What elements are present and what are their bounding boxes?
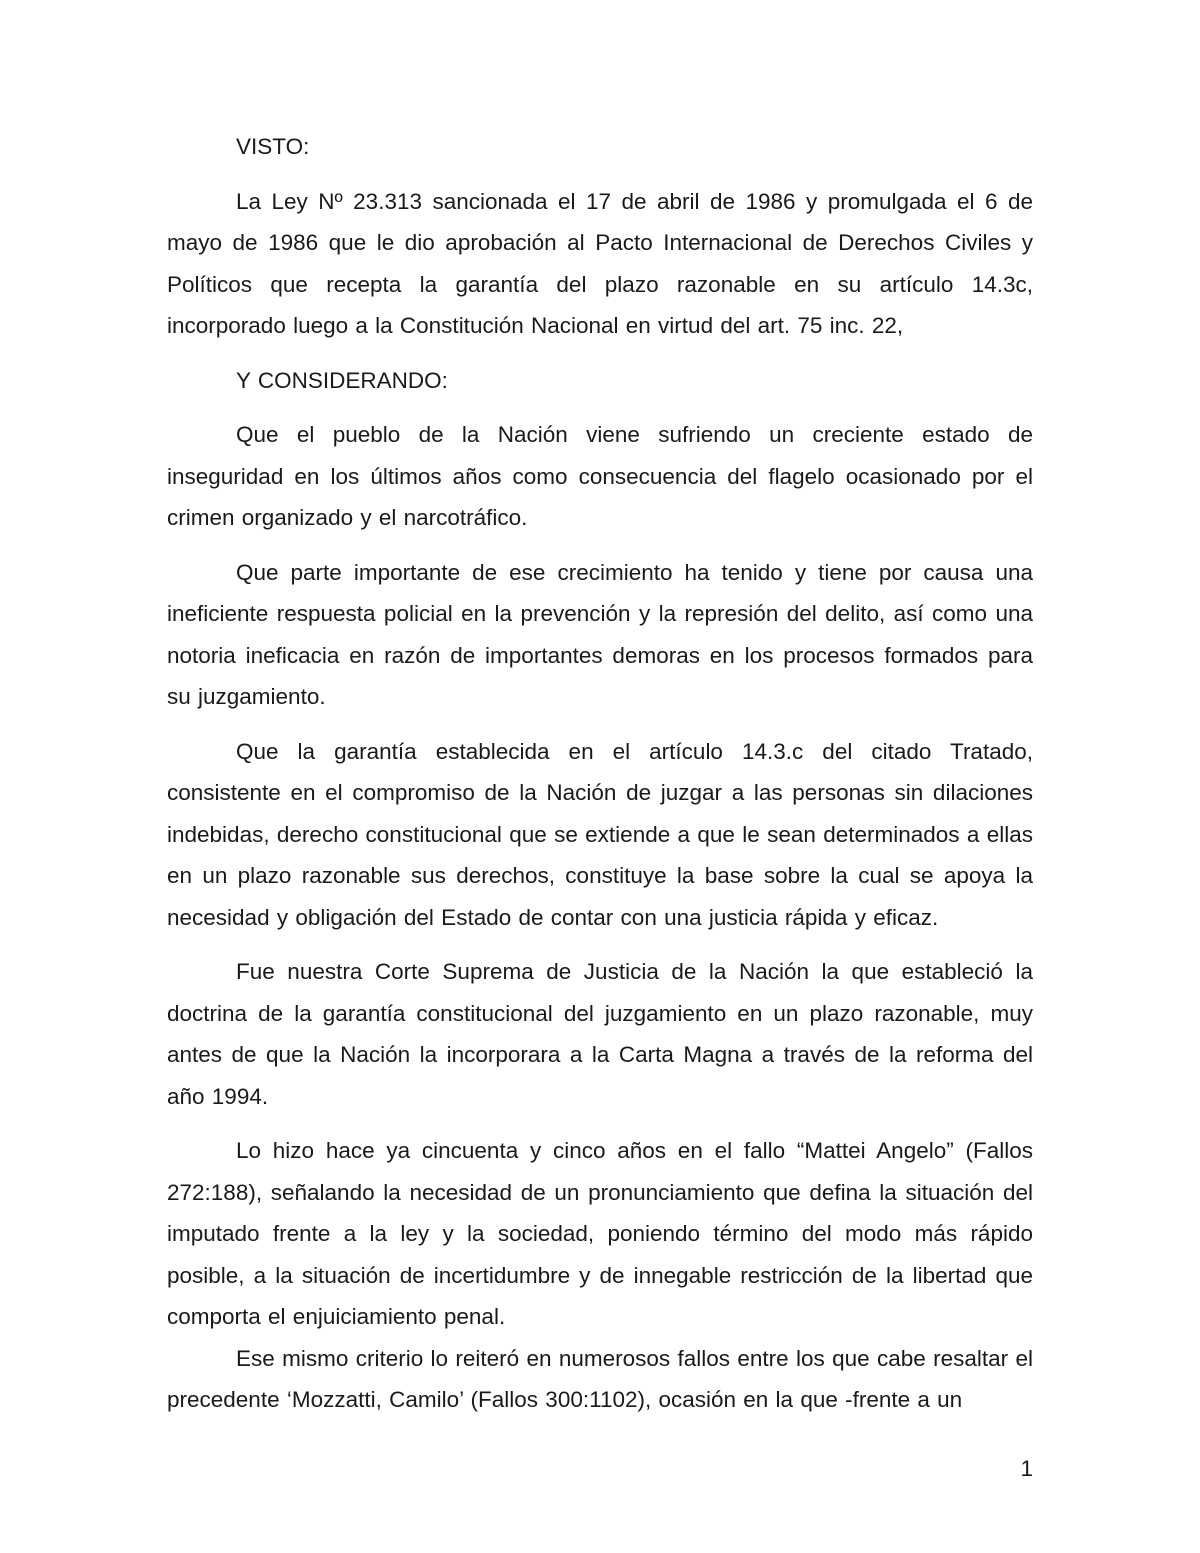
paragraph-pueblo-nacion: Que el pueblo de la Nación viene sufriendo un creciente estado de inseguridad en los últimos años como consecuencia del flagelo ocasionado por el crimen organizado y el narcotráfico. (167, 422, 1033, 530)
page-number: 1 (1020, 1456, 1033, 1481)
paragraph-corte-suprema: Fue nuestra Corte Suprema de Justicia de la Nación la que estableció la doctrina de la garantía constitucional del juzgamiento en un plazo razonable, muy antes de que la Nación la incorporara a la Carta Magna a través de la reforma del año 1994. (167, 959, 1033, 1109)
paragraph-fallo-mozzatti: Ese mismo criterio lo reiteró en numerosos fallos entre los que cabe resaltar el precedente ‘Mozzatti, Camilo’ (Fallos 300:1102), ocasión en la que -frente a un (167, 1345, 1033, 1412)
document-content (167, 126, 1033, 1421)
paragraph-garantia-articulo: Que la garantía establecida en el artículo 14.3.c del citado Tratado, consistente en el compromiso de la Nación de juzgar a las personas sin dilaciones indebidas, derecho constitucional que se extiende a que le sean determinados a ellas en un plazo razonable sus derechos, constituye la base sobre la cual se apoya la necesidad y obligación del Estado de contar con una justicia rápida y eficaz. (167, 738, 1033, 930)
paragraph-fallo-mattei: Lo hizo hace ya cincuenta y cinco años en el fallo “Mattei Angelo” (Fallos 272:188), señalando la necesidad de un pronunciamiento que defina la situación del imputado frente a la ley y la sociedad, poniendo término del modo más rápido posible, a la situación de incertidumbre y de innegable restricción de la libertad que comporta el enjuiciamiento penal. (167, 1138, 1033, 1329)
paragraph-ley-23313: La Ley Nº 23.313 sancionada el 17 de abril de 1986 y promulgada el 6 de mayo de 1986 que le dio aprobación al Pacto Internacional de Derechos Civiles y Políticos que recepta la garantía del plazo razonable en su artículo 14.3c, incorporado luego a la Constitución Nacional en virtud del art. 75 inc. 22, (167, 188, 1033, 338)
section-heading-visto: VISTO: (236, 134, 310, 159)
paragraph-respuesta-policial: Que parte importante de ese crecimiento ha tenido y tiene por causa una ineficiente respuesta policial en la prevención y la represión del delito, así como una notoria ineficacia en razón de importantes demoras en los procesos formados para su juzgamiento. (167, 559, 1033, 709)
section-heading-considerando: Y CONSIDERANDO: (236, 367, 448, 393)
